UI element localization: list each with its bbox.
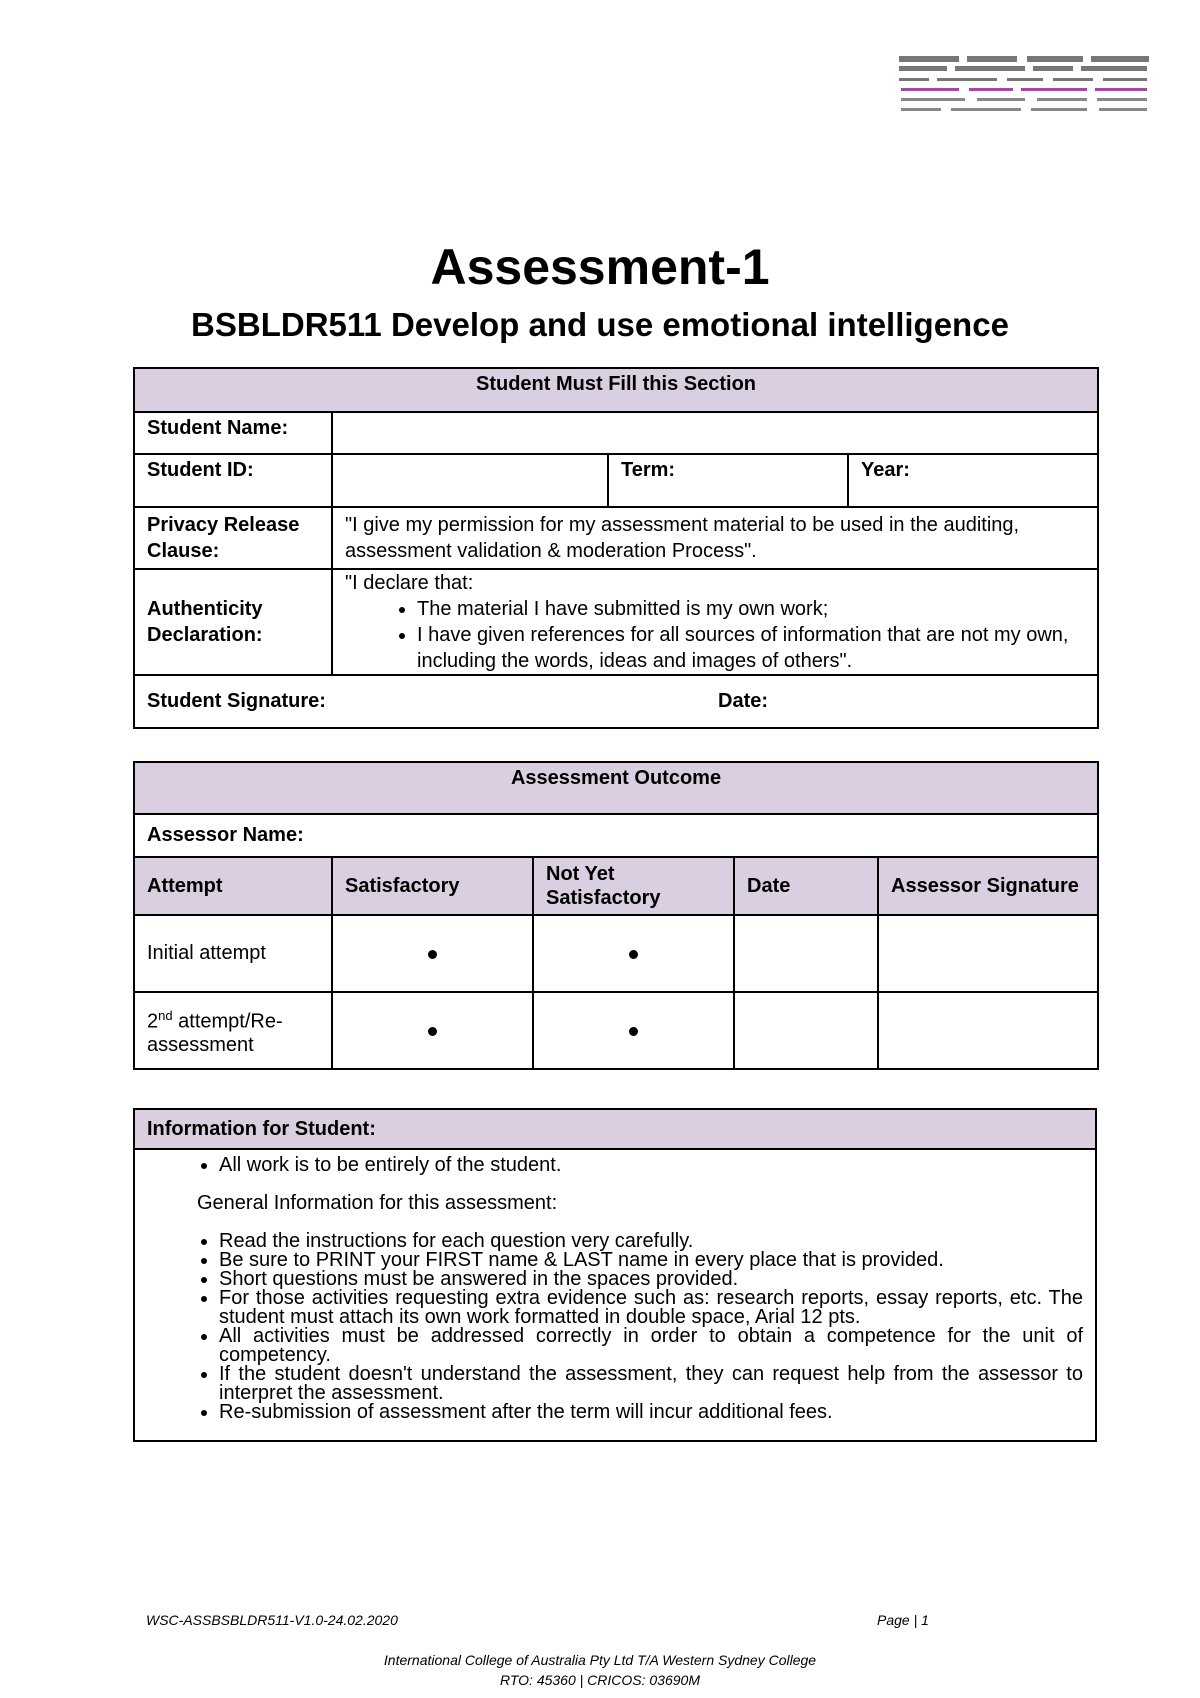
student-name-field[interactable] [332,412,1098,454]
information-table [133,1108,1097,1442]
attempt-cell: Initial attempt [134,915,332,992]
date-cell[interactable] [734,915,878,992]
rto-cricos: RTO: 45360 | CRICOS: 03690M [500,1672,700,1688]
column-header-date: Date [734,857,878,915]
column-header-assessor-signature: Assessor Signature [878,857,1098,915]
list-item: • Be sure to PRINT your FIRST name & LAST name in every place that is provided. [219,1251,1083,1270]
outcome-header: Assessment Outcome [134,762,1098,814]
list-item: • Re-submission of assessment after the term will incur additional fees. [219,1403,1083,1422]
date-cell[interactable] [734,992,878,1069]
student-name-label: Student Name: [134,412,332,454]
general-info-label: General Information for this assessment: [197,1192,558,1214]
information-body [134,1149,1096,1441]
student-id-label: Student ID: [134,454,332,507]
satisfactory-checkbox[interactable] [332,915,533,992]
bullet-icon [428,1027,437,1036]
year-field[interactable] [848,454,1098,507]
information-header: Information for Student: [134,1109,1096,1149]
satisfactory-checkbox[interactable] [332,992,533,1069]
list-item: • Read the instructions for each question very carefully. [219,1232,1083,1251]
list-item: • All work is to be entirely of the student. [219,1156,1083,1175]
attempt-number: 2 [147,1010,159,1033]
authenticity-declaration [332,569,1098,675]
student-date-label: Date: [718,690,769,712]
document-code: WSC-ASSBSBLDR511-V1.0-24.02.2020 [146,1612,398,1628]
list-item: • If the student doesn't understand the assessment, they can request help from the assessor to interpret the assessment. [219,1365,1083,1403]
privacy-label: Privacy Release Clause: [134,507,332,569]
not-yet-satisfactory-checkbox[interactable] [533,992,734,1069]
authenticity-intro: "I declare that: [345,572,474,594]
student-signature-label: Student Signature: [147,690,326,712]
unit-subtitle: BSBLDR511 Develop and use emotional intelligence [191,306,1009,343]
assessor-signature-cell[interactable] [878,915,1098,992]
attempt-text: attempt/Re-assessment [147,1010,283,1057]
assessment-outcome-table [133,761,1099,1070]
list-item: • Short questions must be answered in the spaces provided. [219,1270,1083,1289]
page-title: Assessment-1 [430,239,770,295]
column-header-attempt: Attempt [134,857,332,915]
attempt-cell [134,992,332,1069]
college-name: International College of Australia Pty Ltd T/A Western Sydney College [383,1652,817,1668]
list-item: • For those activities requesting extra evidence such as: research reports, essay reports, etc. The student must attach its own work formatted in double space, Arial 12 pts. [219,1289,1083,1327]
page-number: Page | 1 [877,1612,929,1628]
assessor-name-field[interactable] [134,814,1098,857]
authenticity-item: • I have given references for all sources of information that are not my own, including the words, ideas and images of others". [417,622,1085,674]
authenticity-item: • The material I have submitted is my own work; [417,596,1085,622]
assessor-signature-cell[interactable] [878,992,1098,1069]
term-label: Term: [621,459,676,481]
assessor-name-label: Assessor Name: [147,824,304,846]
privacy-text: "I give my permission for my assessment material to be used in the auditing, assessment validation & moderation Process". [332,507,1098,569]
college-logo [897,52,1151,118]
student-id-field[interactable] [332,454,608,507]
list-item: • All activities must be addressed correctly in order to obtain a competence for the unit of competency. [219,1327,1083,1365]
term-field[interactable] [608,454,848,507]
column-header-satisfactory: Satisfactory [332,857,533,915]
bullet-icon [629,950,638,959]
not-yet-satisfactory-checkbox[interactable] [533,915,734,992]
authenticity-label: Authenticity Declaration: [134,569,332,675]
column-header-not-yet-satisfactory: Not Yet Satisfactory [533,857,734,915]
student-section-header: Student Must Fill this Section [134,368,1098,412]
table-row [134,992,1098,1069]
student-signature-field[interactable] [134,675,608,728]
year-label: Year: [861,459,910,481]
table-row [134,915,1098,992]
student-date-field[interactable] [608,675,1098,728]
student-section-table [133,367,1099,729]
attempt-ordinal-suffix: nd [158,1007,173,1023]
bullet-icon [428,950,437,959]
bullet-icon [629,1027,638,1036]
